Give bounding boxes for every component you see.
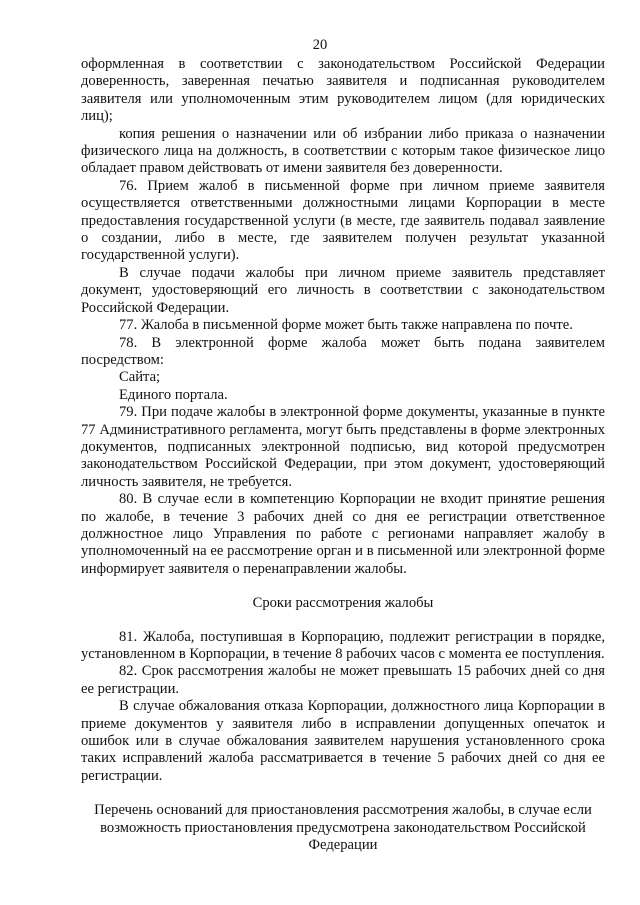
paragraph-personal-reception: В случае подачи жалобы при личном приеме заявитель представляет документ, удостоверяющий его личность в соответствии с законодательством Российской Федерации. (81, 264, 605, 316)
paragraph-79: 79. При подаче жалобы в электронной форме документы, указанные в пункте 77 Административного регламента, могут быть представлены в форме электронных документов, подписанных электронной подписью, вид которой предусмотрен законодательством Российской Федерации, при этом документ, удостоверяющий личность заявителя, не требуется. (81, 404, 605, 490)
paragraph-80: 80. В случае если в компетенцию Корпорации не входит принятие решения по жалобе, в течение 3 рабочих дней со дня ее регистрации ответственное должностное лицо Управления по работе с регионами направляет жалобу в уполномоченный на ее рассмотрение орган и в письменной или электронной форме информирует заявителя о перенаправлении жалобы. (81, 491, 605, 577)
section-heading: Сроки рассмотрения жалобы (252, 595, 434, 612)
paragraph-power-of-attorney: оформленная в соответствии с законодательством Российской Федерации доверенность, заверенная печатью заявителя и подписанная руководителем заявителя или уполномоченным этим руководителем лицом (для юридических лиц); (81, 56, 605, 125)
page-number: 20 (312, 37, 328, 53)
list-item-portal: Единого портала. (119, 386, 228, 403)
paragraph-77: 77. Жалоба в письменной форме может быть также направлена по почте. (119, 317, 573, 334)
paragraph-81: 81. Жалоба, поступившая в Корпорацию, подлежит регистрации в порядке, установленном в Корпорации, в течение 8 рабочих часов с момента ее поступления. (81, 628, 605, 662)
paragraph-refusal-appeal: В случае обжалования отказа Корпорации, должностного лица Корпорации в приеме документов у заявителя либо в исправлении допущенных опечаток и ошибок или в случае обжалования заявителем нарушения установленного срока таких исправлений жалоба рассматривается в течение 5 рабочих дней со дня ее регистрации. (81, 698, 605, 784)
paragraph-appointment-copy: копия решения о назначении или об избрании либо приказа о назначении физического лица на должность, в соответствии с которым такое физическое лицо обладает правом действовать от имени заявителя без доверенности. (81, 125, 605, 177)
spacer (81, 578, 605, 595)
paragraph-76: 76. Прием жалоб в письменной форме при личном приеме заявителя осуществляется ответственными должностными лицами Корпорации в месте предоставления государственной услуги (в месте, где заявитель подавал заявление о создании, либо в месте, где заявителем получен результат указанной государственной услуги). (81, 177, 605, 264)
spacer (81, 613, 605, 629)
final-heading: Перечень оснований для приостановления рассмотрения жалобы, в случае если возможность приостановления предусмотрена законодательством Российской Федерации (94, 802, 592, 854)
list-item-site: Сайта; (119, 369, 161, 386)
paragraph-82: 82. Срок рассмотрения жалобы не может превышать 15 рабочих дней со дня ее регистрации. (81, 663, 605, 697)
paragraph-78: 78. В электронной форме жалоба может быть подана заявителем посредством: (81, 334, 605, 368)
spacer (81, 785, 605, 802)
document-body (81, 56, 605, 854)
